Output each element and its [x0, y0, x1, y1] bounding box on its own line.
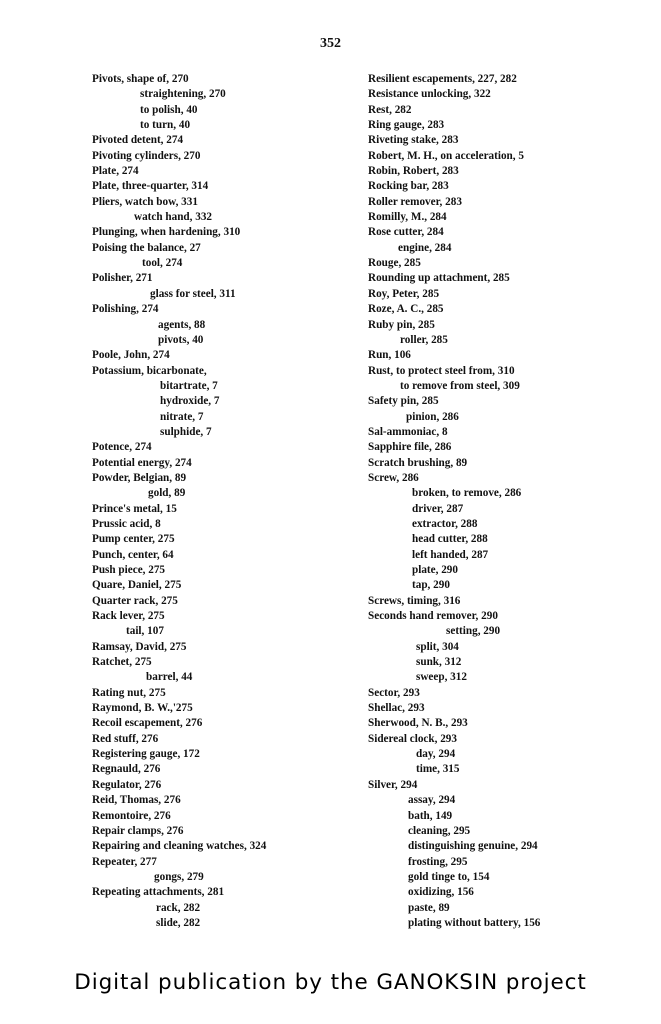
- index-entry: Remontoire, 276: [92, 809, 171, 822]
- index-entry: cleaning, 295: [408, 824, 471, 837]
- index-entry: plate, 290: [412, 564, 458, 576]
- index-entry: Prussic acid, 8: [92, 517, 161, 530]
- index-entry: Poising the balance, 27: [92, 241, 201, 254]
- index-entry: Ruby pin, 285: [368, 318, 435, 331]
- index-entry: oxidizing, 156: [408, 886, 474, 899]
- index-entry: Regnauld, 276: [92, 763, 161, 776]
- index-entry: tap, 290: [412, 579, 450, 592]
- index-entry: agents, 88: [158, 318, 206, 331]
- index-entry: Rating nut, 275: [92, 686, 166, 699]
- index-entry: frosting, 295: [408, 855, 468, 868]
- index-entry: to polish, 40: [140, 103, 198, 116]
- index-entry: tool, 274: [142, 257, 183, 270]
- index-entry: roller, 285: [400, 333, 448, 346]
- index-entry: Potential energy, 274: [92, 456, 192, 469]
- index-entry: Registering gauge, 172: [92, 748, 200, 761]
- index-entry: setting, 290: [446, 625, 501, 638]
- index-entry: paste, 89: [408, 901, 450, 914]
- index-entry: Punch, center, 64: [92, 548, 174, 561]
- index-entry: Romilly, M., 284: [368, 211, 447, 224]
- index-entry: Screws, timing, 316: [368, 594, 461, 607]
- index-entry: Plate, three-quarter, 314: [92, 180, 209, 193]
- index-entry: Powder, Belgian, 89: [92, 471, 187, 484]
- index-entry: Potassium, bicarbonate,: [92, 364, 207, 377]
- index-entry: tail, 107: [126, 625, 164, 638]
- index-column-right: [368, 72, 638, 931]
- index-entry: plating without battery, 156: [408, 916, 541, 929]
- index-entry: Polishing, 274: [92, 303, 159, 316]
- index-entry: Quarter rack, 275: [92, 594, 178, 607]
- index-entry: glass for steel, 311: [150, 287, 236, 300]
- index-entry: Rose cutter, 284: [368, 226, 444, 239]
- index-entry: straightening, 270: [140, 88, 226, 101]
- index-entry: Prince's metal, 15: [92, 502, 177, 515]
- index-entry: pivots, 40: [158, 333, 204, 346]
- index-entry: Resilient escapements, 227, 282: [368, 73, 517, 85]
- index-entry: Repair clamps, 276: [92, 824, 184, 837]
- index-column-left: [92, 72, 352, 931]
- index-entry: Reid, Thomas, 276: [92, 794, 181, 807]
- index-entry: Sal-ammoniac, 8: [368, 425, 448, 438]
- index-entry: nitrate, 7: [160, 410, 204, 423]
- index-entry: gold, 89: [148, 487, 186, 500]
- index-entry: Repeater, 277: [92, 855, 157, 868]
- index-entry: left handed, 287: [412, 548, 489, 561]
- index-entry: Ratchet, 275: [92, 656, 152, 669]
- index-entry: Plunging, when hardening, 310: [92, 226, 241, 239]
- index-entry: bath, 149: [408, 809, 453, 822]
- index-entry: Screw, 286: [368, 471, 419, 484]
- index-entry: Ring gauge, 283: [368, 119, 445, 132]
- index-entry: Rocking bar, 283: [368, 180, 449, 193]
- index-entry: watch hand, 332: [134, 211, 213, 224]
- index-entry: Roller remover, 283: [368, 195, 462, 208]
- index-entry: Pivots, shape of, 270: [92, 73, 189, 85]
- index-entry: Repeating attachments, 281: [92, 886, 225, 899]
- index-entry: Poole, John, 274: [92, 349, 170, 362]
- index-entry: Polisher, 271: [92, 272, 153, 285]
- page-number: 352: [320, 36, 341, 51]
- index-entry: Plate, 274: [92, 165, 139, 178]
- index-entry: day, 294: [416, 748, 456, 761]
- index-entry: broken, to remove, 286: [412, 487, 522, 500]
- index-entry: hydroxide, 7: [160, 395, 220, 408]
- index-entry: extractor, 288: [412, 517, 478, 530]
- index-entry: Robert, M. H., on acceleration, 5: [368, 149, 524, 162]
- index-entry: Robin, Robert, 283: [368, 165, 459, 178]
- index-entry: Pivoting cylinders, 270: [92, 149, 201, 162]
- index-entry: sulphide, 7: [160, 425, 212, 438]
- index-entry: Run, 106: [368, 349, 411, 362]
- index-entry: Scratch brushing, 89: [368, 456, 468, 469]
- index-entry: Red stuff, 276: [92, 732, 159, 745]
- index-entry: gold tinge to, 154: [408, 870, 490, 883]
- index-entry: Regulator, 276: [92, 778, 162, 791]
- index-entry: split, 304: [416, 640, 459, 653]
- index-entry: Riveting stake, 283: [368, 134, 459, 147]
- index-entry: Rust, to protect steel from, 310: [368, 364, 515, 377]
- index-entry: driver, 287: [412, 502, 464, 515]
- index-entry: Potence, 274: [92, 441, 152, 454]
- index-entry: Silver, 294: [368, 778, 418, 791]
- index-entry: Shellac, 293: [368, 702, 425, 715]
- index-entry: Ramsay, David, 275: [92, 640, 187, 653]
- index-entry: pinion, 286: [406, 410, 459, 423]
- index-entry: sunk, 312: [416, 656, 462, 669]
- index-entry: Roy, Peter, 285: [368, 287, 440, 300]
- index-entry: Pump center, 275: [92, 533, 175, 546]
- index-entry: time, 315: [416, 763, 460, 776]
- footer-credit: Digital publication by the GANOKSIN project: [74, 970, 587, 995]
- index-entry: slide, 282: [156, 916, 201, 929]
- index-entry: Push piece, 275: [92, 564, 166, 576]
- index-entry: Sapphire file, 286: [368, 441, 452, 454]
- index-entry: rack, 282: [156, 901, 201, 914]
- index-entry: Pivoted detent, 274: [92, 134, 184, 147]
- index-entry: Rounding up attachment, 285: [368, 272, 510, 285]
- index-entry: sweep, 312: [416, 671, 467, 684]
- index-entry: Quare, Daniel, 275: [92, 579, 182, 592]
- index-entry: Sector, 293: [368, 686, 420, 699]
- index-entry: Rest, 282: [368, 103, 412, 116]
- index-entry: Recoil escapement, 276: [92, 717, 203, 730]
- index-entry: barrel, 44: [146, 671, 193, 684]
- index-entry: Safety pin, 285: [368, 395, 439, 408]
- index-entry: Roze, A. C., 285: [368, 303, 444, 316]
- index-entry: bitartrate, 7: [160, 379, 218, 392]
- index-entry: Resistance unlocking, 322: [368, 88, 491, 101]
- index-entry: to turn, 40: [140, 119, 191, 132]
- index-entry: Rack lever, 275: [92, 610, 165, 623]
- index-entry: Sidereal clock, 293: [368, 732, 457, 745]
- index-entry: Raymond, B. W.,'275: [92, 702, 193, 715]
- index-entry: Seconds hand remover, 290: [368, 610, 498, 623]
- index-entry: Pliers, watch bow, 331: [92, 195, 198, 208]
- index-entry: head cutter, 288: [412, 533, 488, 546]
- index-entry: Rouge, 285: [368, 257, 421, 270]
- index-entry: to remove from steel, 309: [400, 379, 520, 392]
- index-entry: Sherwood, N. B., 293: [368, 717, 468, 730]
- index-entry: engine, 284: [398, 241, 452, 254]
- index-entry: Repairing and cleaning watches, 324: [92, 840, 267, 853]
- index-entry: distinguishing genuine, 294: [408, 840, 538, 853]
- index-entry: assay, 294: [408, 794, 456, 807]
- index-entry: gongs, 279: [154, 870, 204, 883]
